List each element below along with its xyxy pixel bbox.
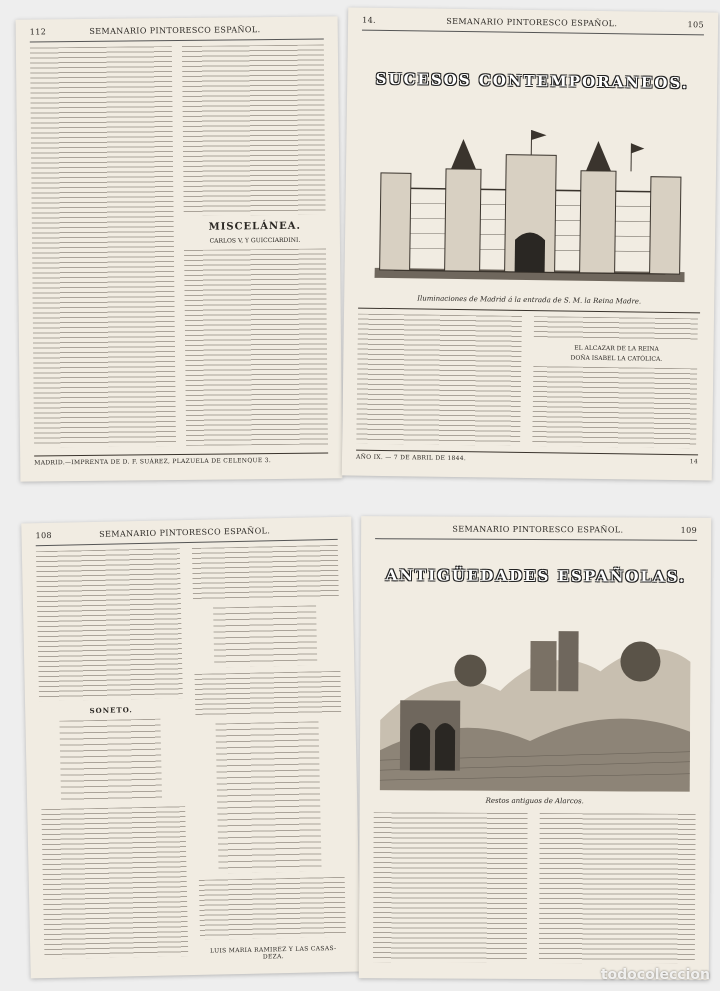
footer-rule — [34, 452, 328, 456]
page-109 — [359, 516, 711, 980]
text-column-left — [30, 46, 176, 447]
verse-block-2 — [196, 721, 345, 874]
text-column-right-mid — [194, 671, 341, 718]
text-column-right-top — [182, 44, 326, 215]
text-column-left — [373, 812, 528, 963]
running-head: SEMANARIO PINTORESCO ESPAÑOL. — [446, 16, 618, 29]
page-105 — [342, 7, 718, 480]
page-number: 105 — [687, 20, 705, 30]
text-column-right-bottom — [199, 877, 346, 940]
issue-number: 14 — [689, 458, 699, 466]
side-heading: EL ALCAZAR DE LA REINA — [574, 344, 659, 353]
page-112 — [16, 16, 343, 481]
issue-marker: 14. — [362, 15, 377, 25]
page-header — [375, 524, 697, 541]
text-column-right — [539, 813, 696, 964]
subsection-title: CARLOS V, Y GUICCIARDINI. — [209, 236, 301, 245]
running-head: SEMANARIO PINTORESCO ESPAÑOL. — [99, 526, 271, 539]
side-subheading: DOÑA ISABEL LA CATÓLICA. — [570, 354, 663, 363]
date-line: AÑO IX. — 7 DE ABRIL DE 1844. — [355, 453, 467, 463]
page-number: 108 — [35, 530, 53, 541]
running-head: SEMANARIO PINTORESCO ESPAÑOL. — [452, 524, 624, 535]
section-title: MISCELÁNEA. — [208, 220, 301, 233]
text-column-right-bottom — [184, 248, 328, 445]
poem-title: SONETO. — [89, 705, 133, 716]
engraving-caption: Restos antiguos de Alarcos. — [485, 796, 584, 806]
text-column-right-bottom — [532, 366, 697, 448]
page-header — [30, 24, 324, 42]
verse-block-1 — [193, 605, 340, 668]
article-title: SUCESOS CONTEMPORANEOS. — [375, 69, 690, 93]
page-header — [35, 525, 337, 546]
text-column-right-top — [534, 316, 698, 342]
text-column-left — [356, 314, 522, 446]
sonnet-verses — [39, 718, 185, 801]
engraving-caption: Iluminaciones de Madrid á la entrada de S. M. la Reina Madre. — [417, 294, 642, 306]
imprint-footer: MADRID.—IMPRENTA DE D. F. SUÁREZ, PLAZUELA DE CELENQUE 3. — [34, 457, 272, 467]
text-column-right-top — [192, 545, 339, 602]
alarcos-ruins-engraving — [380, 600, 691, 792]
page-108 — [21, 517, 360, 979]
watermark-logo: todocoleccion — [600, 967, 710, 983]
article-title: ANTIGÜEDADES ESPAÑOLAS. — [385, 566, 687, 586]
page-number: 109 — [680, 525, 698, 535]
castle-illumination-engraving — [374, 128, 686, 292]
caption-rule — [358, 308, 700, 314]
page-number: 112 — [29, 27, 47, 37]
page-header — [362, 16, 704, 36]
text-column-left-bottom — [41, 806, 188, 959]
running-head: SEMANARIO PINTORESCO ESPAÑOL. — [89, 25, 261, 36]
author-signature: LUIS MARIA RAMIREZ Y LAS CASAS-DEZA. — [210, 945, 337, 961]
text-column-left-top — [36, 548, 183, 701]
